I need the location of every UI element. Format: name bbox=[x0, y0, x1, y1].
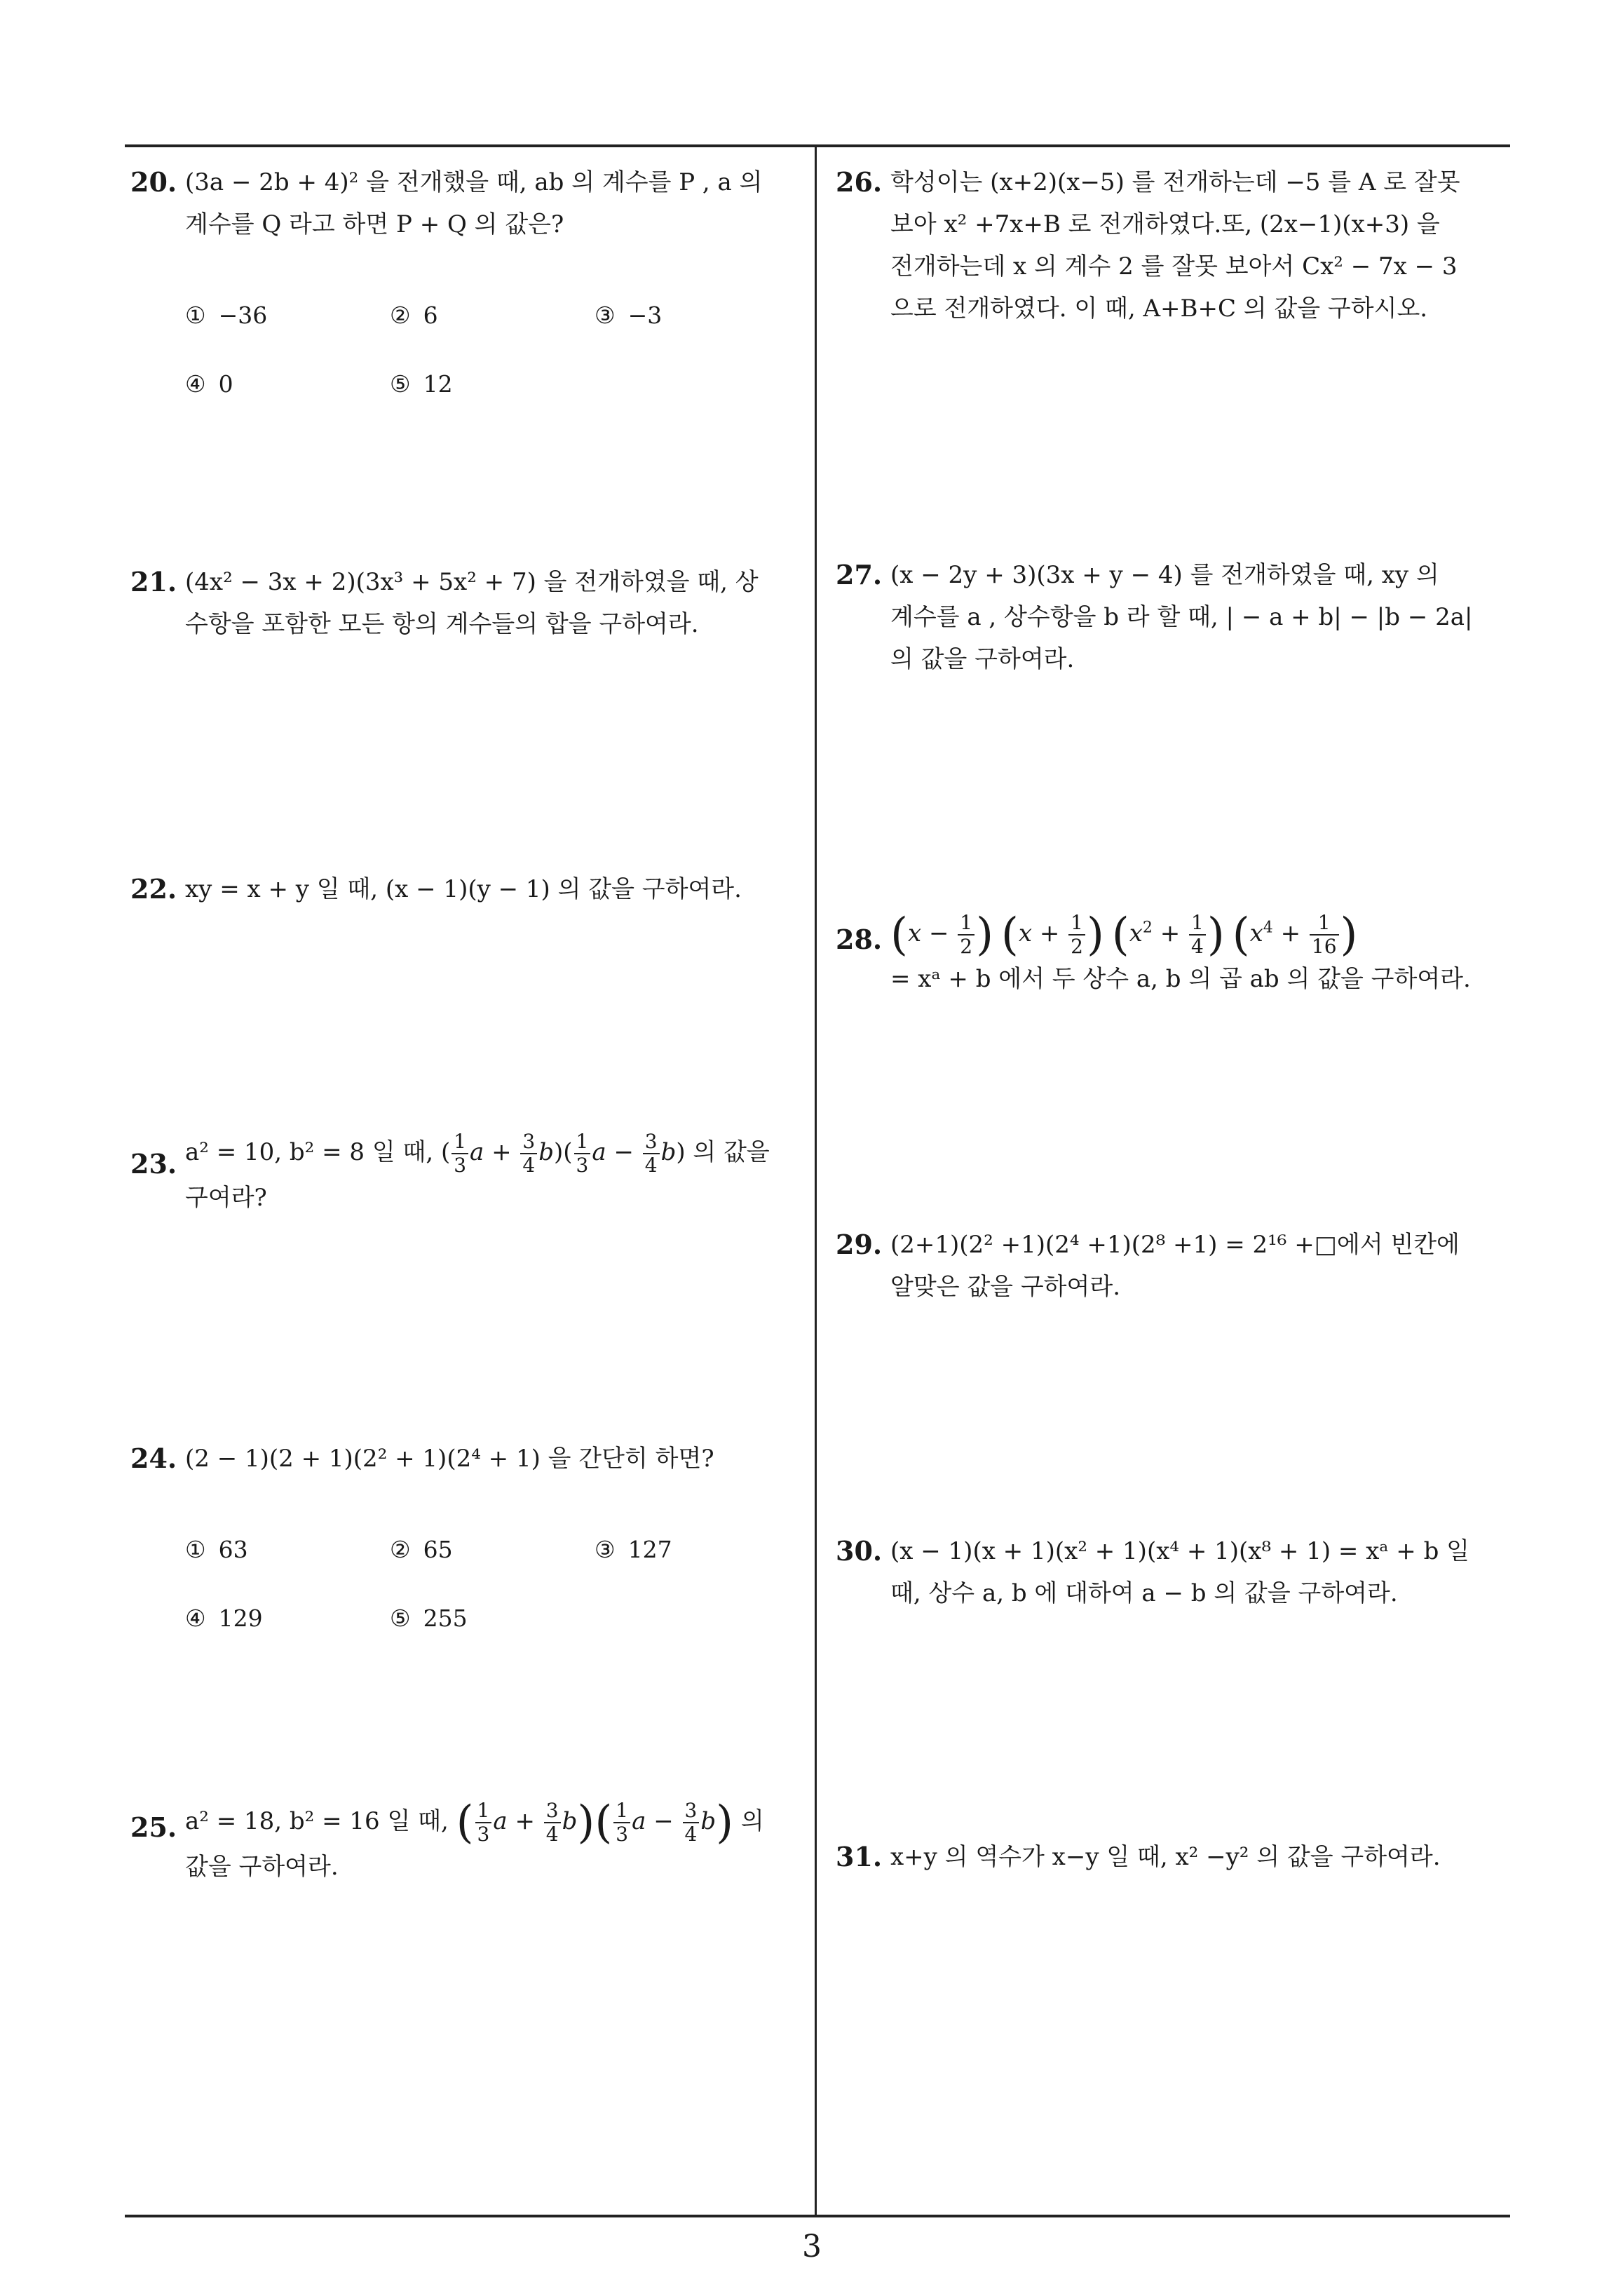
question-29 bbox=[836, 1224, 1460, 1308]
choice-2[interactable] bbox=[390, 1529, 453, 1571]
question-number: 29. bbox=[836, 1229, 883, 1260]
choice-value: 12 bbox=[423, 370, 453, 398]
question-28 bbox=[836, 909, 1471, 1000]
question-26 bbox=[836, 161, 1460, 330]
question-30 bbox=[836, 1530, 1469, 1614]
question-number: 25. bbox=[130, 1811, 177, 1843]
math-expression: ( $\frac{1}{3}$ a + $\frac{3}{4}$ b)( $\frac{1}{3}$ a − $\frac{3}{4}$ b) bbox=[456, 1797, 734, 1849]
question-number: 21. bbox=[130, 566, 177, 597]
choice-mark: ③ bbox=[595, 302, 616, 329]
choice-mark: ① bbox=[185, 302, 206, 329]
question-number: 28. bbox=[836, 924, 883, 955]
choice-1[interactable] bbox=[185, 1529, 248, 1571]
choice-mark: ⑤ bbox=[390, 1605, 411, 1632]
page-number: 3 bbox=[802, 2229, 822, 2264]
question-text: 으로 전개하였다. 이 때, A+B+C 의 값을 구하시오. bbox=[890, 295, 1428, 323]
choice-5[interactable] bbox=[390, 1598, 468, 1640]
choice-value: −3 bbox=[627, 302, 663, 329]
question-text: (3a − 2b + 4)² 을 전개했을 때, ab 의 계수를 P , a 의 bbox=[185, 168, 763, 196]
choice-value: 65 bbox=[423, 1536, 453, 1563]
question-text bbox=[185, 1797, 764, 1849]
question-number: 23. bbox=[130, 1148, 177, 1180]
choice-5[interactable] bbox=[390, 363, 453, 405]
choice-3[interactable] bbox=[595, 1529, 672, 1571]
choice-value: 6 bbox=[423, 302, 438, 329]
choice-mark: ④ bbox=[185, 1605, 206, 1632]
tail-text: 의 값을 bbox=[685, 1138, 770, 1166]
question-text: (x − 2y + 3)(3x + y − 4) 를 전개하였을 때, xy 의 bbox=[890, 561, 1439, 589]
question-text: 알맞은 값을 구하여라. bbox=[890, 1273, 1121, 1301]
choice-1[interactable] bbox=[185, 295, 267, 337]
question-22 bbox=[130, 868, 742, 910]
question-text: = xᵃ + b 에서 두 상수 a, b 의 곱 ab 의 값을 구하여라. bbox=[890, 965, 1471, 993]
question-number: 27. bbox=[836, 559, 883, 590]
question-31 bbox=[836, 1836, 1441, 1878]
choice-4[interactable] bbox=[185, 363, 233, 405]
question-text: 때, 상수 a, b 에 대하여 a − b 의 값을 구하여라. bbox=[890, 1579, 1398, 1607]
question-text: 전개하는데 x 의 계수 2 를 잘못 보아서 Cx² − 7x − 3 bbox=[890, 252, 1458, 281]
choice-4[interactable] bbox=[185, 1598, 263, 1640]
choice-value: 63 bbox=[218, 1536, 248, 1563]
question-text: 수항을 포함한 모든 항의 계수들의 합을 구하여라. bbox=[185, 610, 699, 638]
question-25 bbox=[130, 1799, 764, 1888]
choice-value: −36 bbox=[218, 302, 268, 329]
choice-mark: ② bbox=[390, 1536, 411, 1563]
top-rule bbox=[125, 144, 1510, 147]
question-number: 22. bbox=[130, 873, 177, 905]
question-text: 계수를 Q 라고 하면 P + Q 의 값은? bbox=[185, 210, 564, 238]
choice-mark: ③ bbox=[595, 1536, 616, 1563]
question-text: (4x² − 3x + 2)(3x³ + 5x² + 7) 을 전개하였을 때, 상 bbox=[185, 568, 759, 596]
choice-3[interactable] bbox=[595, 295, 662, 337]
choice-value: 127 bbox=[627, 1536, 672, 1563]
question-text: 보아 x² +7x+B 로 전개하였다.또, (2x−1)(x+3) 을 bbox=[890, 210, 1440, 238]
question-text: 계수를 a , 상수항을 b 라 할 때, | − a + b| − |b − 2a| bbox=[890, 603, 1473, 631]
choice-mark: ② bbox=[390, 302, 411, 329]
bottom-rule bbox=[125, 2215, 1510, 2217]
question-text bbox=[185, 1130, 770, 1177]
question-text: (2 − 1)(2 + 1)(2² + 1)(2⁴ + 1) 을 간단히 하면? bbox=[185, 1445, 714, 1473]
choice-value: 0 bbox=[218, 370, 233, 398]
choice-mark: ④ bbox=[185, 370, 206, 398]
question-number: 26. bbox=[836, 166, 883, 198]
choice-2[interactable] bbox=[390, 295, 438, 337]
question-21 bbox=[130, 561, 759, 645]
choice-value: 255 bbox=[423, 1605, 468, 1632]
question-text: (x − 1)(x + 1)(x² + 1)(x⁴ + 1)(x⁸ + 1) = xᵃ + b 일 bbox=[890, 1537, 1470, 1565]
choice-mark: ① bbox=[185, 1536, 206, 1563]
question-number: 30. bbox=[836, 1535, 883, 1567]
choice-mark: ⑤ bbox=[390, 370, 411, 398]
column-divider bbox=[815, 144, 817, 2217]
question-27 bbox=[836, 554, 1473, 680]
question-number: 24. bbox=[130, 1443, 177, 1474]
question-20 bbox=[130, 161, 763, 398]
question-text: 값을 구하여라. bbox=[185, 1853, 339, 1881]
tail-text: 의 bbox=[733, 1807, 764, 1835]
question-text: (2+1)(2² +1)(2⁴ +1)(2⁸ +1) = 2¹⁶ +□에서 빈칸에 bbox=[890, 1231, 1460, 1259]
math-expression: ( $\frac{1}{3}$ a + $\frac{3}{4}$ b)( $\frac{1}{3}$ a − $\frac{3}{4}$ b) bbox=[440, 1130, 686, 1177]
condition-text: a² = 18, b² = 16 일 때, bbox=[185, 1807, 456, 1835]
question-text: 구여라? bbox=[185, 1184, 267, 1212]
question-text: 학성이는 (x+2)(x−5) 를 전개하는데 −5 를 A 로 잘못 bbox=[890, 168, 1460, 196]
question-24 bbox=[130, 1438, 714, 1632]
math-expression: (x − $\frac{1}{2}$ ) (x + $\frac{1}{2}$ ) ($x^2$ + $\frac{1}{4}$ ) ($x^4$ + $\frac{1}{16}$ ) bbox=[890, 909, 1358, 961]
question-number: 20. bbox=[130, 166, 177, 198]
choice-value: 129 bbox=[218, 1605, 263, 1632]
question-number: 31. bbox=[836, 1841, 883, 1872]
question-text: x+y 의 역수가 x−y 일 때, x² −y² 의 값을 구하여라. bbox=[890, 1843, 1441, 1871]
question-text: xy = x + y 일 때, (x − 1)(y − 1) 의 값을 구하여라. bbox=[185, 875, 742, 903]
condition-text: a² = 10, b² = 8 일 때, bbox=[185, 1138, 441, 1166]
question-23 bbox=[130, 1130, 770, 1219]
question-text: 의 값을 구하여라. bbox=[890, 645, 1075, 673]
